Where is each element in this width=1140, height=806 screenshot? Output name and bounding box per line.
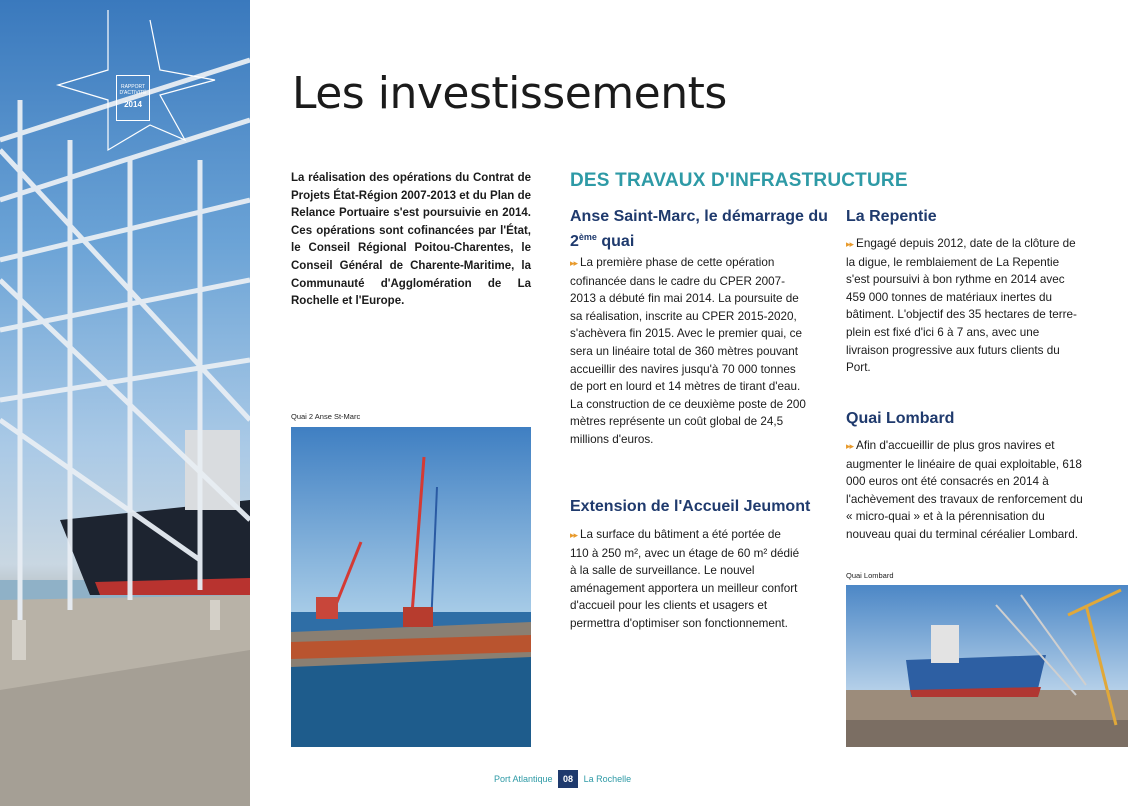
badge-year: 2014 [124,100,142,109]
paragraph-quai-lombard [846,437,1088,544]
anse-body-text: La première phase de cette opération cofinancée dans le cadre du CPER 2007-2013 a débuté fin mai 2014. La poursuite de sa réalisation, inscrite au CPER 2015-2020, s'achèvera fin 2015. Avec le premier quai, ce sera un linéaire total de 360 mètres pouvant accueillir des navires jusqu'à 70 000 tonnes de port en lourd et 14 mètres de tirant d'eau. La construction de ce deuxième poste de 200 mètres représente un coût global de 24,5 millions d'euros. [570,256,806,446]
heading-anse-text: Anse Saint-Marc, le démarrage du 2 [570,208,828,250]
paragraph-extension-jeumont [570,526,802,633]
footer-left: Port Atlantique [494,774,553,784]
photo-quai2-cranes [291,427,531,747]
heading-la-repentie: La Repentie [846,208,937,225]
heading-extension-jeumont: Extension de l'Accueil Jeumont [570,498,811,515]
paragraph-la-repentie [846,235,1078,377]
heading-quai-lombard: Quai Lombard [846,410,955,427]
report-badge [116,75,150,121]
section-heading-infrastructure: DES TRAVAUX D'INFRASTRUCTURE [570,170,908,191]
badge-line-1: RAPPORT [120,84,146,90]
lombard-body-text: Afin d'accueillir de plus gros navires et augmenter le linéaire de quai exploitable, 618 000 euros ont été consacrés en 2014 à l'achèvement des travaux de renforcement du « micro-quai » et à la pérennisation du nouveau quai du terminal céréalier Lombard. [846,439,1083,541]
paragraph-anse-saint-marc [570,254,810,449]
badge-line-2: D'ACTIVITÉ [119,90,147,96]
intro-paragraph: La réalisation des opérations du Contrat de Projets État-Région 2007-2013 et du Plan de Relance Portuaire s'est poursuivie en 2014. Ces opérations sont cofinancées par l'État, le Conseil Régional Poitou-Charentes, le Conseil Général de Charente-Maritime, la Communauté d'Agglomération de La Rochelle et l'Europe. [291,172,531,308]
heading-anse-sup: ème [578,232,597,242]
bullet-arrow-icon: ▸▸ [570,530,578,540]
page-number: 08 [558,770,578,788]
caption-lombard: Quai Lombard [846,571,894,580]
caption-quai2: Quai 2 Anse St-Marc [291,412,361,421]
heading-anse-end: quai [596,233,635,250]
repentie-body-text: Engagé depuis 2012, date de la clôture de la digue, le remblaiement de La Repentie s'est poursuivi à bon rythme en 2014 avec 459 000 tonnes de matériaux inertes du bâtiment. L'objectif des 35 hectares de terre-plein est fixé d'ici 6 à 7 ans, avec une livraison progressive aux futurs clients du Port. [846,237,1077,375]
photo-quai-lombard-ship [846,585,1128,747]
page-title: Les investissements [292,68,727,119]
bullet-arrow-icon: ▸▸ [846,239,854,249]
extension-body-text: La surface du bâtiment a été portée de 110 à 250 m², avec un étage de 60 m² dédié à la salle de surveillance. Le nouvel aménagement apportera un meilleur confort d'accueil pour les clients et usagers et permettra d'optimiser son fonctionnement. [570,528,800,630]
page-footer [494,770,631,788]
bullet-arrow-icon: ▸▸ [570,258,578,268]
cover-photo-warehouse-frame [0,0,250,806]
heading-anse-saint-marc [570,207,835,252]
footer-right: La Rochelle [583,774,632,784]
bullet-arrow-icon: ▸▸ [846,441,854,451]
